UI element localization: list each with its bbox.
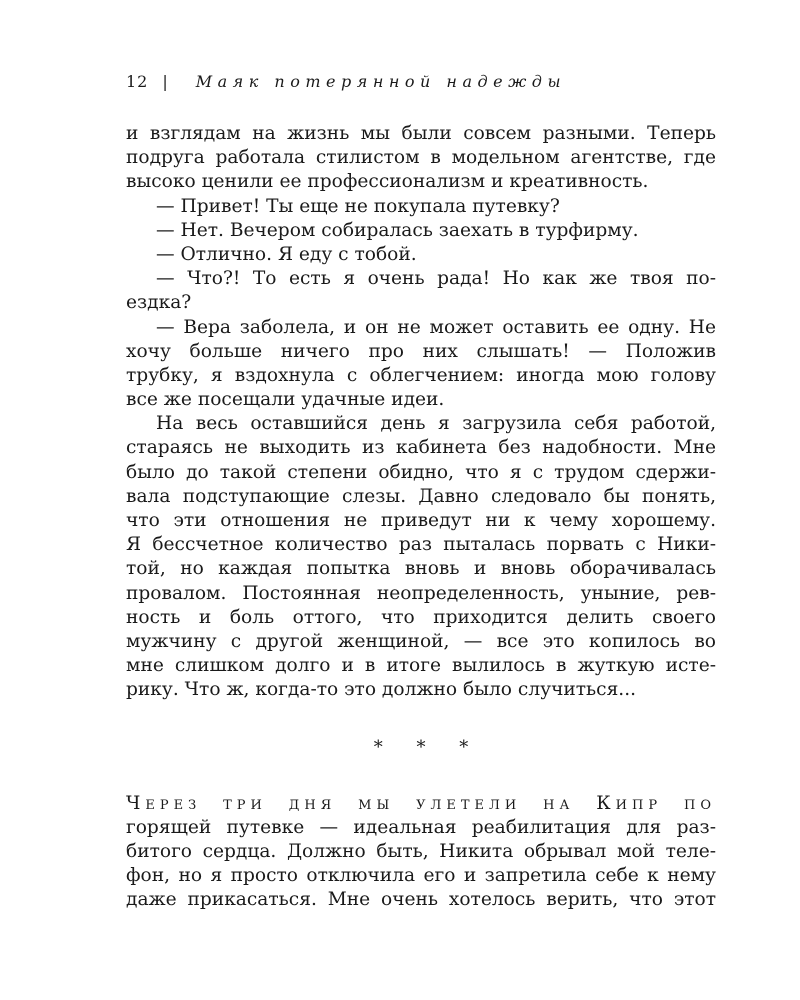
text-line: горящей путевке — идеальная реабилитация для раз- bbox=[126, 816, 716, 838]
text-line: было до такой степени обидно, что я с трудом сдержи- bbox=[126, 461, 716, 483]
text-line: Я бессчетное количество раз пыталась порвать с Ники- bbox=[126, 534, 716, 556]
text-line: Через три дня мы улетели на Кипр по bbox=[126, 792, 716, 814]
text-line: трубку, я вздохнула с облегчением: иногда мою голову bbox=[126, 364, 716, 386]
text-line: все же посещали удачные идеи. bbox=[126, 389, 445, 411]
book-title: Маяк потерянной надежды bbox=[195, 72, 566, 91]
text-line: мужчину с другой женщиной, — все это копилось во bbox=[126, 630, 716, 652]
text-line: высоко ценили ее профессионализм и креативность. bbox=[126, 171, 649, 193]
text-line: мне слишком долго и в итоге вылилось в жуткую исте- bbox=[126, 655, 716, 677]
text-line: стараясь не выходить из кабинета без надобности. Мне bbox=[126, 437, 716, 459]
text-line: провалом. Постоянная неопределенность, уныние, рев- bbox=[126, 582, 716, 604]
text-line: хочу больше ничего про них слышать! — Положив bbox=[126, 340, 716, 362]
text-line: — Что?! То есть я очень рада! Но как же твоя по- bbox=[156, 268, 716, 290]
text-line: фон, но я просто отключила его и запретила себе к нему bbox=[126, 865, 716, 887]
text-line: что эти отношения не приведут ни к чему хорошему. bbox=[126, 510, 716, 531]
text-line: — Привет! Ты еще не покупала путевку? bbox=[156, 195, 560, 217]
text-line: рику. Что ж, когда-то это должно было случиться... bbox=[126, 679, 637, 701]
text-line: битого сердца. Должно быть, Никита обрывал мой теле- bbox=[126, 840, 716, 862]
page-body bbox=[126, 122, 716, 912]
header-separator: | bbox=[162, 72, 168, 91]
text-line: подруга работала стилистом в модельном агентстве, где bbox=[126, 147, 716, 169]
text-line: — Вера заболела, и он не может оставить ее одну. Не bbox=[156, 316, 716, 338]
text-line: и взглядам на жизнь мы были совсем разными. Теперь bbox=[126, 123, 716, 144]
body-text-part2 bbox=[126, 792, 716, 913]
section-separator: * * * bbox=[373, 736, 483, 758]
text-line: ездка? bbox=[126, 292, 192, 314]
text-line: даже прикасаться. Мне очень хотелось верить, что этот bbox=[126, 889, 716, 911]
text-line: вала подступающие слезы. Давно следовало бы понять, bbox=[126, 485, 716, 507]
running-header bbox=[126, 72, 566, 91]
text-line: ность и боль оттого, что приходится делить своего bbox=[126, 606, 716, 628]
page-number: 12 bbox=[126, 72, 149, 91]
text-line: — Нет. Вечером собиралась заехать в турфирму. bbox=[156, 219, 639, 241]
text-line: — Отлично. Я еду с тобой. bbox=[156, 243, 417, 265]
body-text-part1 bbox=[126, 122, 716, 703]
text-line: той, но каждая попытка вновь и вновь оборачивалась bbox=[126, 558, 716, 580]
text-line: На весь оставшийся день я загрузила себя работой, bbox=[156, 413, 716, 435]
spacer bbox=[126, 703, 716, 733]
spacer bbox=[126, 763, 716, 792]
